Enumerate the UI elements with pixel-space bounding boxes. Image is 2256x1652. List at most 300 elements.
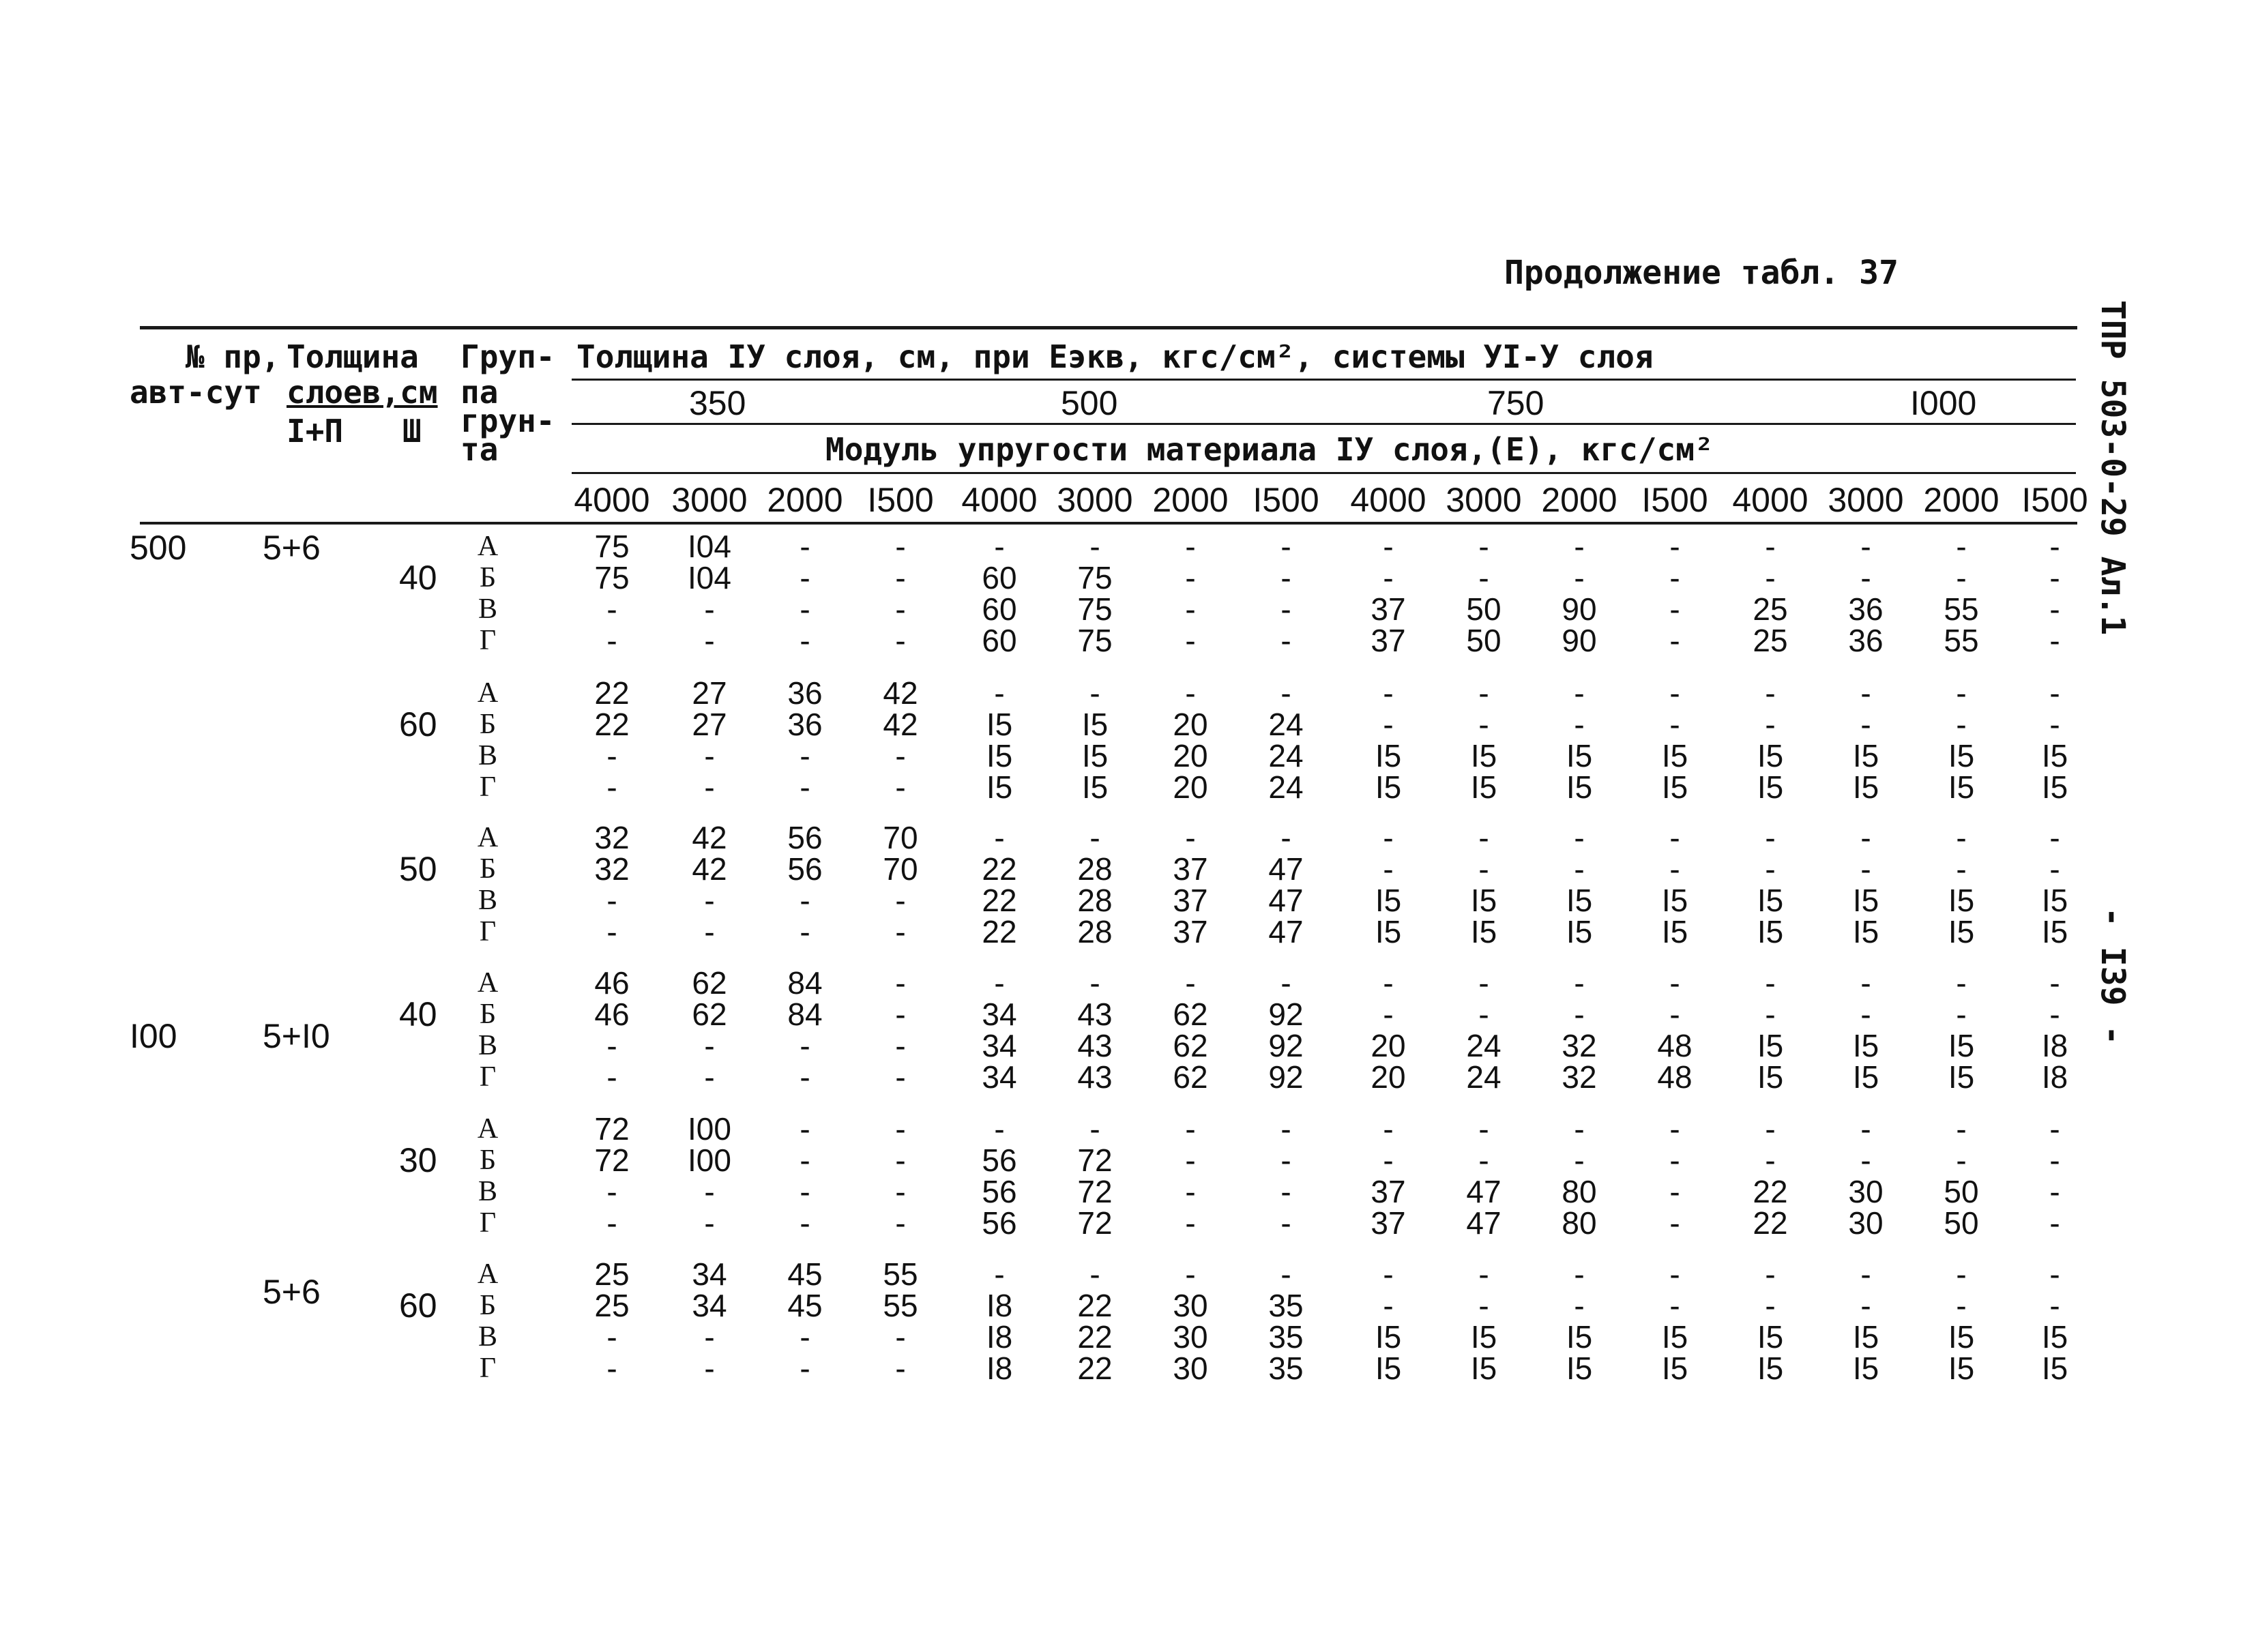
table-cell: - [1765,851,1776,887]
layers-value: 5+6 [263,529,321,567]
table-cell: I5 [1852,1059,1879,1095]
layers-value: 5+I0 [263,1017,330,1055]
table-cell: 24 [1466,1028,1501,1063]
table-cell: 22 [1077,1319,1113,1355]
table-cell: 30 [1848,1174,1884,1209]
table-cell: - [1185,1174,1196,1209]
table-cell: 42 [692,820,727,855]
table-cell: - [2049,1142,2060,1178]
modulus-value: I500 [2021,481,2088,519]
table-cell: - [1860,1256,1871,1292]
table-cell: 45 [787,1288,823,1323]
table-cell: - [1765,1111,1776,1147]
table-cell: - [1574,997,1585,1032]
table-cell: - [1383,675,1394,711]
table-cell: 75 [594,529,630,564]
table-cell: 22 [1753,1205,1788,1241]
table-cell: - [895,1174,906,1209]
table-cell: 28 [1077,851,1113,887]
table-cell: - [1574,820,1585,855]
table-cell: - [800,914,810,949]
table-cell: - [1280,1142,1291,1178]
table-cell: 20 [1371,1028,1406,1063]
table-cell: - [1669,997,1680,1032]
table-cell: I5 [1852,1351,1879,1386]
table-cell: - [704,1059,715,1095]
header-group-line1: Груп- [460,338,555,375]
table-cell: 24 [1268,707,1304,742]
table-cell: - [895,623,906,658]
table-cell: - [1383,560,1394,595]
modulus-value: I500 [867,481,934,519]
table-cell: 34 [982,997,1017,1032]
layer3-value: 50 [399,850,437,888]
table-cell: - [704,1205,715,1241]
table-cell: - [606,591,617,627]
table-cell: I5 [1661,1319,1688,1355]
table-cell: - [895,965,906,1001]
table-cell: I5 [1081,738,1109,773]
table-cell: - [800,623,810,658]
table-cell: 80 [1562,1174,1597,1209]
table-cell: - [2049,1288,2060,1323]
main-header-underline [572,379,2076,381]
table-cell: - [1669,820,1680,855]
table-cell: 56 [982,1142,1017,1178]
table-cell: - [800,529,810,564]
table-cell: I5 [1852,1319,1879,1355]
table-cell: 80 [1562,1205,1597,1241]
table-cell: - [2049,560,2060,595]
table-cell: I5 [1661,738,1688,773]
table-cell: I5 [1470,914,1497,949]
table-cell: 45 [787,1256,823,1292]
table-cell: - [895,914,906,949]
table-cell: - [1765,820,1776,855]
table-cell: 55 [883,1256,918,1292]
table-cell: 56 [787,851,823,887]
table-cell: - [1860,1142,1871,1178]
table-cell: - [895,560,906,595]
table-cell: - [1669,623,1680,658]
layer3-value: 30 [399,1141,437,1179]
table-cell: 50 [1944,1174,1979,1209]
soil-group-label: А [477,967,499,999]
table-cell: 37 [1371,1174,1406,1209]
main-header: Толщина IУ слоя, см, при Еэкв, кгс/см², системы УI-У слоя [576,338,1654,375]
table-cell: - [1765,1256,1776,1292]
table-cell: - [606,738,617,773]
table-cell: 46 [594,965,630,1001]
table-cell: 56 [982,1174,1017,1209]
table-cell: I5 [1566,1351,1593,1386]
table-cell: 60 [982,560,1017,595]
table-cell: - [2049,623,2060,658]
table-cell: 42 [883,707,918,742]
table-cell: - [1574,529,1585,564]
table-cell: I8 [2041,1028,2068,1063]
table-cell: 37 [1371,1205,1406,1241]
table-cell: I5 [1375,738,1402,773]
table-cell: I5 [1757,914,1784,949]
page-number: - I39 - [2094,907,2132,1046]
header-traffic-line2: авт-сут [130,374,262,411]
table-cell: 92 [1268,1059,1304,1095]
table-cell: I5 [1470,883,1497,918]
table-cell: - [1574,675,1585,711]
table-cell: - [2049,1111,2060,1147]
table-cell: - [1383,1111,1394,1147]
table-cell: I5 [2041,914,2068,949]
table-cell: - [1478,965,1489,1001]
table-cell: - [1860,851,1871,887]
table-cell: - [1383,1288,1394,1323]
table-cell: 75 [1077,591,1113,627]
table-cell: 60 [982,623,1017,658]
table-cell: 25 [1753,623,1788,658]
table-cell: - [1280,529,1291,564]
table-cell: I5 [1852,914,1879,949]
table-cell: I5 [1757,1351,1784,1386]
table-cell: 24 [1466,1059,1501,1095]
table-caption: Продолжение табл. 37 [1504,254,1899,292]
soil-group-label: Б [479,1290,497,1321]
table-cell: 43 [1077,997,1113,1032]
soil-group-label: Б [479,709,497,740]
table-cell: 37 [1173,851,1208,887]
modulus-value: 2000 [767,481,843,519]
table-cell: 30 [1173,1319,1208,1355]
table-cell: 22 [1753,1174,1788,1209]
header-group-line4: та [460,431,499,468]
table-cell: 43 [1077,1028,1113,1063]
table-cell: 42 [883,675,918,711]
table-cell: 20 [1173,769,1208,805]
table-cell: - [895,1142,906,1178]
table-cell: - [800,1319,810,1355]
table-cell: - [1089,675,1100,711]
table-cell: - [1765,529,1776,564]
table-cell: - [1185,529,1196,564]
table-cell: 43 [1077,1059,1113,1095]
table-cell: - [1280,1111,1291,1147]
table-cell: - [800,560,810,595]
table-cell: I5 [1852,1028,1879,1063]
table-cell: 34 [692,1256,727,1292]
table-cell: - [1860,707,1871,742]
traffic-value: 500 [130,529,187,567]
table-cell: - [1478,1288,1489,1323]
table-cell: 47 [1268,883,1304,918]
table-cell: I5 [1757,1028,1784,1063]
modulus-value: 4000 [1350,481,1426,519]
soil-group-label: А [477,531,499,562]
soil-group-label: В [478,885,497,916]
table-cell: 32 [594,851,630,887]
table-cell: - [1860,560,1871,595]
table-cell: I5 [1375,1319,1402,1355]
table-cell: - [1956,1256,1967,1292]
eqv-750: 750 [1487,384,1544,422]
soil-group-label: А [477,822,499,853]
table-cell: I5 [1757,1059,1784,1095]
table-cell: 56 [787,820,823,855]
header-group-line2: па [460,374,499,411]
table-cell: - [1478,529,1489,564]
table-cell: - [1280,591,1291,627]
table-cell: - [800,1028,810,1063]
table-cell: - [1669,675,1680,711]
table-cell: 34 [982,1028,1017,1063]
soil-group-label: Г [479,1061,497,1093]
table-cell: I04 [688,529,731,564]
table-cell: - [1383,965,1394,1001]
soil-group-label: Г [479,625,497,656]
table-cell: - [1185,675,1196,711]
table-cell: - [800,1174,810,1209]
table-cell: - [1280,623,1291,658]
table-cell: I5 [1948,1319,1975,1355]
table-cell: - [606,1205,617,1241]
table-cell: 42 [692,851,727,887]
table-cell: - [1280,965,1291,1001]
table-cell: - [1956,707,1967,742]
table-cell: - [1478,707,1489,742]
table-cell: - [800,1351,810,1386]
table-cell: - [1280,675,1291,711]
table-cell: - [606,623,617,658]
table-cell: 24 [1268,738,1304,773]
table-cell: I5 [1470,738,1497,773]
table-cell: - [895,738,906,773]
table-cell: - [800,591,810,627]
table-cell: - [606,1028,617,1063]
table-cell: 35 [1268,1319,1304,1355]
table-cell: I5 [1661,769,1688,805]
table-cell: - [1860,675,1871,711]
table-cell: 20 [1173,738,1208,773]
table-cell: I8 [2041,1059,2068,1095]
table-cell: - [704,1351,715,1386]
table-cell: - [1956,965,1967,1001]
table-cell: - [1669,1111,1680,1147]
table-cell: - [704,591,715,627]
modulus-value: I500 [1641,481,1708,519]
table-cell: - [1478,997,1489,1032]
table-cell: - [2049,965,2060,1001]
table-cell: - [994,1111,1005,1147]
table-cell: 50 [1466,623,1501,658]
table-cell: - [704,883,715,918]
table-cell: 30 [1173,1288,1208,1323]
table-cell: 30 [1173,1351,1208,1386]
table-cell: - [1860,820,1871,855]
table-cell: - [1280,560,1291,595]
table-cell: - [895,591,906,627]
table-cell: - [800,1205,810,1241]
table-cell: I5 [1566,769,1593,805]
table-cell: - [704,623,715,658]
layer3-value: 40 [399,995,437,1033]
table-cell: I5 [1948,883,1975,918]
table-cell: - [1185,591,1196,627]
table-cell: - [2049,820,2060,855]
table-cell: 47 [1466,1174,1501,1209]
table-cell: - [800,1059,810,1095]
table-cell: I5 [1948,1028,1975,1063]
table-cell: - [1185,1142,1196,1178]
table-cell: - [1574,965,1585,1001]
table-cell: 22 [1077,1351,1113,1386]
table-cell: 62 [1173,1059,1208,1095]
table-cell: - [1280,1256,1291,1292]
table-cell: - [1669,965,1680,1001]
table-cell: I5 [1757,883,1784,918]
table-cell: - [895,1059,906,1095]
table-cell: - [1478,1142,1489,1178]
table-cell: - [606,1319,617,1355]
table-cell: - [1669,560,1680,595]
table-cell: 50 [1466,591,1501,627]
table-cell: - [606,914,617,949]
table-cell: - [704,1028,715,1063]
table-cell: 90 [1562,623,1597,658]
header-bottom-rule [140,522,2077,525]
header-group-line3: грун- [460,402,555,439]
side-doc-code: ТПР 503-0-29 Ал.1 [2094,300,2132,636]
header-thickness-line2: слоев,см [287,374,438,411]
table-cell: - [895,1111,906,1147]
table-cell: I5 [2041,769,2068,805]
table-cell: 75 [594,560,630,595]
table-cell: - [1765,997,1776,1032]
modulus-value: 3000 [671,481,748,519]
table-cell: 22 [982,851,1017,887]
table-cell: I5 [1375,883,1402,918]
table-cell: - [1185,1256,1196,1292]
table-cell: - [1280,820,1291,855]
modulus-title: Модуль упругости материала IУ слоя,(Е), кгс/см² [825,431,1714,468]
table-cell: - [994,529,1005,564]
table-cell: - [1383,707,1394,742]
table-cell: - [1574,707,1585,742]
header-thickness-sub1: I+П [287,413,344,449]
table-cell: 70 [883,820,918,855]
table-cell: - [1383,820,1394,855]
table-cell: 28 [1077,914,1113,949]
table-cell: - [704,738,715,773]
table-cell: - [1956,1288,1967,1323]
table-cell: - [1765,707,1776,742]
table-cell: - [1185,1205,1196,1241]
table-cell: 34 [982,1059,1017,1095]
modulus-title-underline [572,472,2076,474]
table-cell: 55 [1944,623,1979,658]
table-cell: I5 [1948,1351,1975,1386]
table-cell: - [704,914,715,949]
table-cell: I5 [2041,738,2068,773]
table-cell: - [606,1174,617,1209]
table-cell: - [800,1111,810,1147]
table-cell: I5 [1757,769,1784,805]
table-cell: - [1669,851,1680,887]
table-cell: - [1383,851,1394,887]
table-cell: - [1574,851,1585,887]
table-cell: - [800,769,810,805]
eqv-1000: I000 [1910,384,1977,422]
table-cell: - [1669,591,1680,627]
table-cell: 75 [1077,623,1113,658]
table-cell: 50 [1944,1205,1979,1241]
table-cell: - [1185,623,1196,658]
table-cell: - [2049,997,2060,1032]
table-cell: - [1669,1256,1680,1292]
soil-group-label: В [478,1030,497,1061]
table-cell: - [1765,1142,1776,1178]
table-cell: - [2049,1205,2060,1241]
table-cell: 92 [1268,997,1304,1032]
table-cell: - [704,1174,715,1209]
table-cell: 90 [1562,591,1597,627]
table-cell: I5 [1566,738,1593,773]
table-cell: I5 [1375,914,1402,949]
table-cell: - [994,965,1005,1001]
table-cell: 37 [1371,623,1406,658]
table-cell: 47 [1268,851,1304,887]
modulus-value: 2000 [1541,481,1617,519]
table-cell: - [1185,820,1196,855]
modulus-value: 2000 [1152,481,1229,519]
layer3-value: 40 [399,559,437,597]
table-cell: 22 [594,707,630,742]
table-cell: - [1956,1111,1967,1147]
table-cell: - [1956,675,1967,711]
table-cell: 22 [982,883,1017,918]
table-cell: - [1860,965,1871,1001]
table-cell: 35 [1268,1288,1304,1323]
table-cell: I5 [1470,1351,1497,1386]
table-cell: - [2049,851,2060,887]
table-cell: - [1574,1111,1585,1147]
layer3-value: 60 [399,705,437,743]
table-cell: - [1765,1288,1776,1323]
modulus-value: 4000 [961,481,1038,519]
table-cell: - [800,738,810,773]
table-cell: - [1280,1174,1291,1209]
table-cell: - [1185,560,1196,595]
table-cell: 56 [982,1205,1017,1241]
table-cell: I5 [1948,914,1975,949]
table-cell: - [1956,851,1967,887]
table-cell: I5 [1081,769,1109,805]
header-top-rule [140,326,2077,329]
table-cell: 37 [1173,883,1208,918]
table-cell: I5 [1566,914,1593,949]
table-cell: - [1956,997,1967,1032]
table-cell: 62 [1173,1028,1208,1063]
table-cell: - [1478,820,1489,855]
table-cell: - [1089,1111,1100,1147]
table-cell: - [895,529,906,564]
table-cell: - [1956,560,1967,595]
table-cell: - [2049,591,2060,627]
table-cell: - [1089,820,1100,855]
table-cell: 30 [1848,1205,1884,1241]
table-cell: - [1383,529,1394,564]
table-cell: 72 [1077,1205,1113,1241]
table-cell: I5 [1948,738,1975,773]
table-cell: 46 [594,997,630,1032]
